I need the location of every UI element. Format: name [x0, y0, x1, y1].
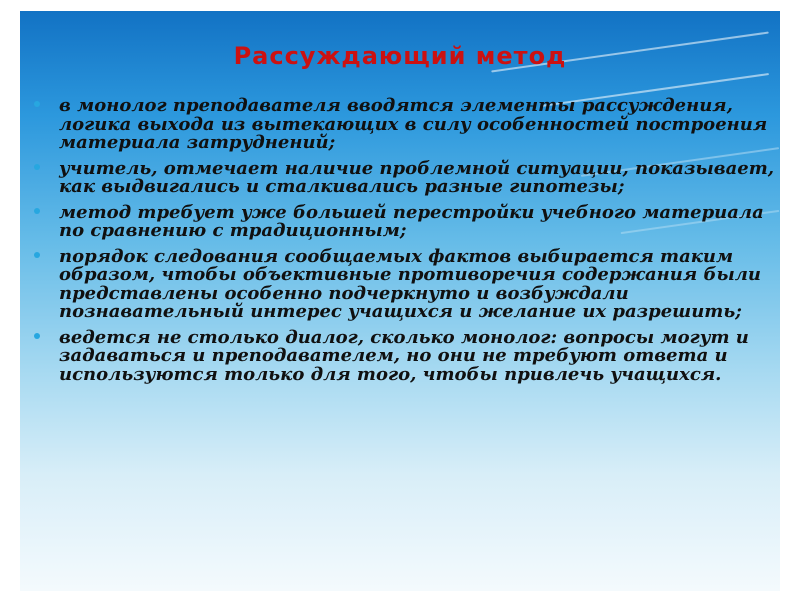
list-item	[34, 97, 774, 153]
bullet-icon	[34, 101, 40, 107]
bullet-icon	[34, 208, 40, 214]
list-item	[34, 201, 774, 241]
bullet-icon	[34, 333, 40, 339]
bullet-icon	[34, 252, 40, 258]
list-item	[34, 326, 774, 385]
list-item	[34, 157, 775, 197]
bullet-list	[34, 97, 774, 391]
list-item-text: метод требует уже большей перестройки учебного материала по сравнению с традиционным;	[59, 201, 764, 241]
bullet-icon	[34, 164, 40, 170]
list-item-text: учитель, отмечает наличие проблемной ситуации, показывает, как выдвигались и сталкивались разные гипотезы;	[59, 157, 775, 197]
list-item-text: в монолог преподавателя вводятся элементы рассуждения, логика выхода из вытекающих в силу особенностей построения материала затруднений;	[59, 95, 768, 153]
list-item-text: порядок следования сообщаемых фактов выбирается таким образом, чтобы объективные противоречия содержания были представлены особенно подчеркнуто и возбуждали познавательный интерес учащихся и желание их разрешить;	[59, 245, 762, 322]
list-item-text: ведется не столько диалог, сколько монолог: вопросы могут и задаваться и преподавателем, но они не требуют ответа и используются только для того, чтобы привлечь учащихся.	[59, 326, 749, 385]
list-item	[34, 245, 774, 322]
slide-title: Рассуждающий метод	[233, 42, 567, 70]
